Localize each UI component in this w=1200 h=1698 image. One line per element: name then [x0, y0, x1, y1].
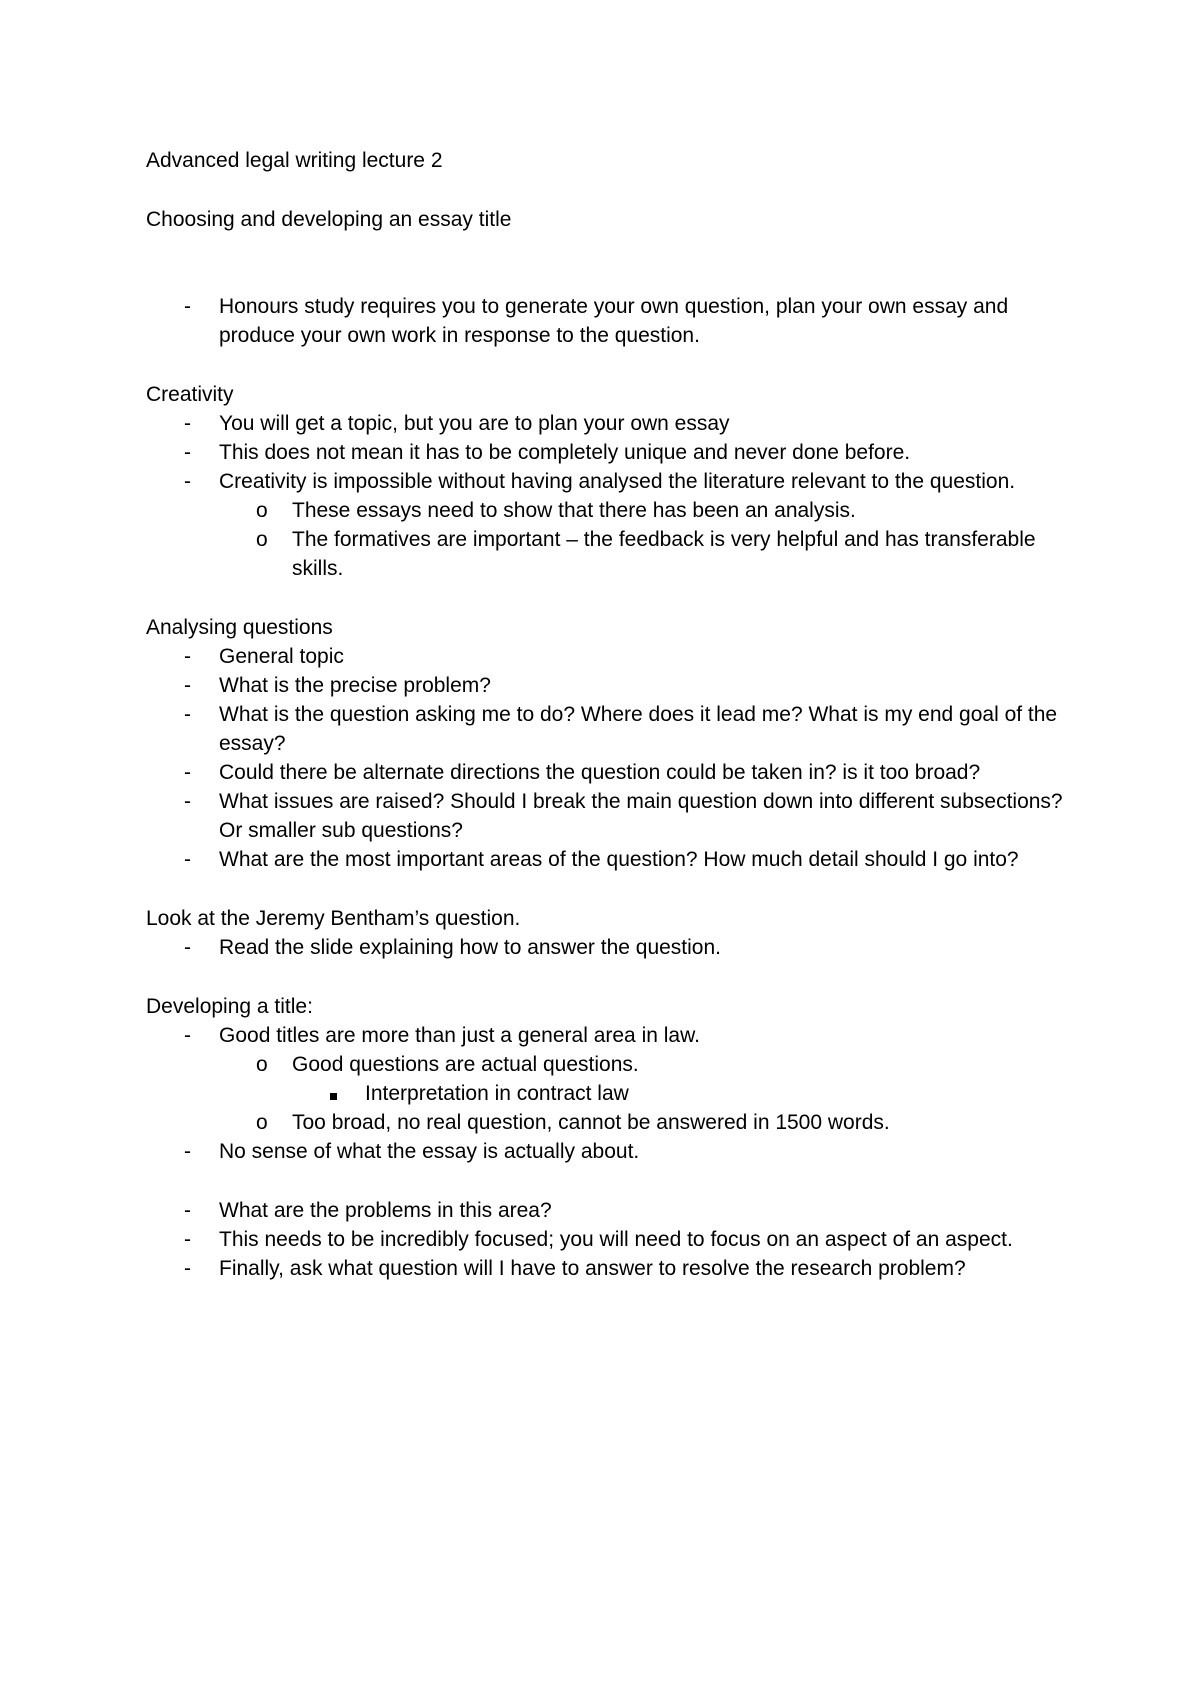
list-item: - You will get a topic, but you are to plan your own essay — [146, 409, 1076, 438]
developing-list-continued — [146, 1196, 1076, 1283]
document-body — [146, 146, 1076, 1283]
developing-list — [146, 1021, 1076, 1166]
section-heading-bentham: Look at the Jeremy Bentham’s question. — [146, 907, 521, 930]
dash-bullet: - — [184, 1257, 191, 1280]
list-item: - General topic — [146, 642, 1076, 671]
list-item: - Creativity is impossible without having analysed the literature relevant to the question. — [146, 467, 1076, 496]
dash-bullet: - — [184, 1228, 191, 1251]
dash-bullet: - — [184, 848, 191, 871]
list-item: - This does not mean it has to be completely unique and never done before. — [146, 438, 1076, 467]
list-item: - Read the slide explaining how to answer the question. — [146, 933, 1076, 962]
circle-bullet: o — [256, 499, 268, 522]
sub-list-item: o The formatives are important – the feedback is very helpful and has transferable skills. — [146, 525, 1076, 583]
document-title: Advanced legal writing lecture 2 — [146, 149, 443, 172]
dash-bullet: - — [184, 295, 191, 318]
intro-list — [146, 292, 1076, 350]
section-heading-developing: Developing a title: — [146, 995, 313, 1018]
section-heading-analysing: Analysing questions — [146, 616, 333, 639]
dash-bullet: - — [184, 790, 191, 813]
list-item: - Could there be alternate directions the question could be taken in? is it too broad? — [146, 758, 1076, 787]
sub-list-item: o Too broad, no real question, cannot be answered in 1500 words. — [146, 1108, 1076, 1137]
section-heading-creativity: Creativity — [146, 383, 234, 406]
dash-bullet: - — [184, 1199, 191, 1222]
document-subtitle: Choosing and developing an essay title — [146, 208, 512, 231]
dash-bullet: - — [184, 703, 191, 726]
bentham-list — [146, 933, 1076, 962]
list-item: - Good titles are more than just a general area in law. — [146, 1021, 1076, 1050]
list-item: - What is the question asking me to do? Where does it lead me? What is my end goal of the essay? — [146, 700, 1076, 758]
dash-bullet: - — [184, 674, 191, 697]
dash-bullet: - — [184, 470, 191, 493]
sub-sub-list-item: Interpretation in contract law — [146, 1079, 1076, 1108]
list-item: - Finally, ask what question will I have to answer to resolve the research problem? — [146, 1254, 1076, 1283]
dash-bullet: - — [184, 761, 191, 784]
list-item: - What are the most important areas of the question? How much detail should I go into? — [146, 845, 1076, 874]
list-item: - What issues are raised? Should I break the main question down into different subsections? Or smaller sub questions? — [146, 787, 1076, 845]
list-item: - This needs to be incredibly focused; you will need to focus on an aspect of an aspect. — [146, 1225, 1076, 1254]
circle-bullet: o — [256, 1111, 268, 1134]
dash-bullet: - — [184, 1024, 191, 1047]
circle-bullet: o — [256, 528, 268, 551]
list-item: - Honours study requires you to generate your own question, plan your own essay and produce your own work in response to the question. — [146, 292, 1076, 350]
circle-bullet: o — [256, 1053, 268, 1076]
dash-bullet: - — [184, 1140, 191, 1163]
dash-bullet: - — [184, 645, 191, 668]
sub-list-item: o Good questions are actual questions. — [146, 1050, 1076, 1079]
list-item: - No sense of what the essay is actually about. — [146, 1137, 1076, 1166]
square-bullet-icon — [330, 1079, 337, 1108]
analysing-list — [146, 642, 1076, 874]
dash-bullet: - — [184, 936, 191, 959]
list-item: - What is the precise problem? — [146, 671, 1076, 700]
dash-bullet: - — [184, 412, 191, 435]
sub-list-item: o These essays need to show that there has been an analysis. — [146, 496, 1076, 525]
creativity-list — [146, 409, 1076, 583]
dash-bullet: - — [184, 441, 191, 464]
list-item: - What are the problems in this area? — [146, 1196, 1076, 1225]
